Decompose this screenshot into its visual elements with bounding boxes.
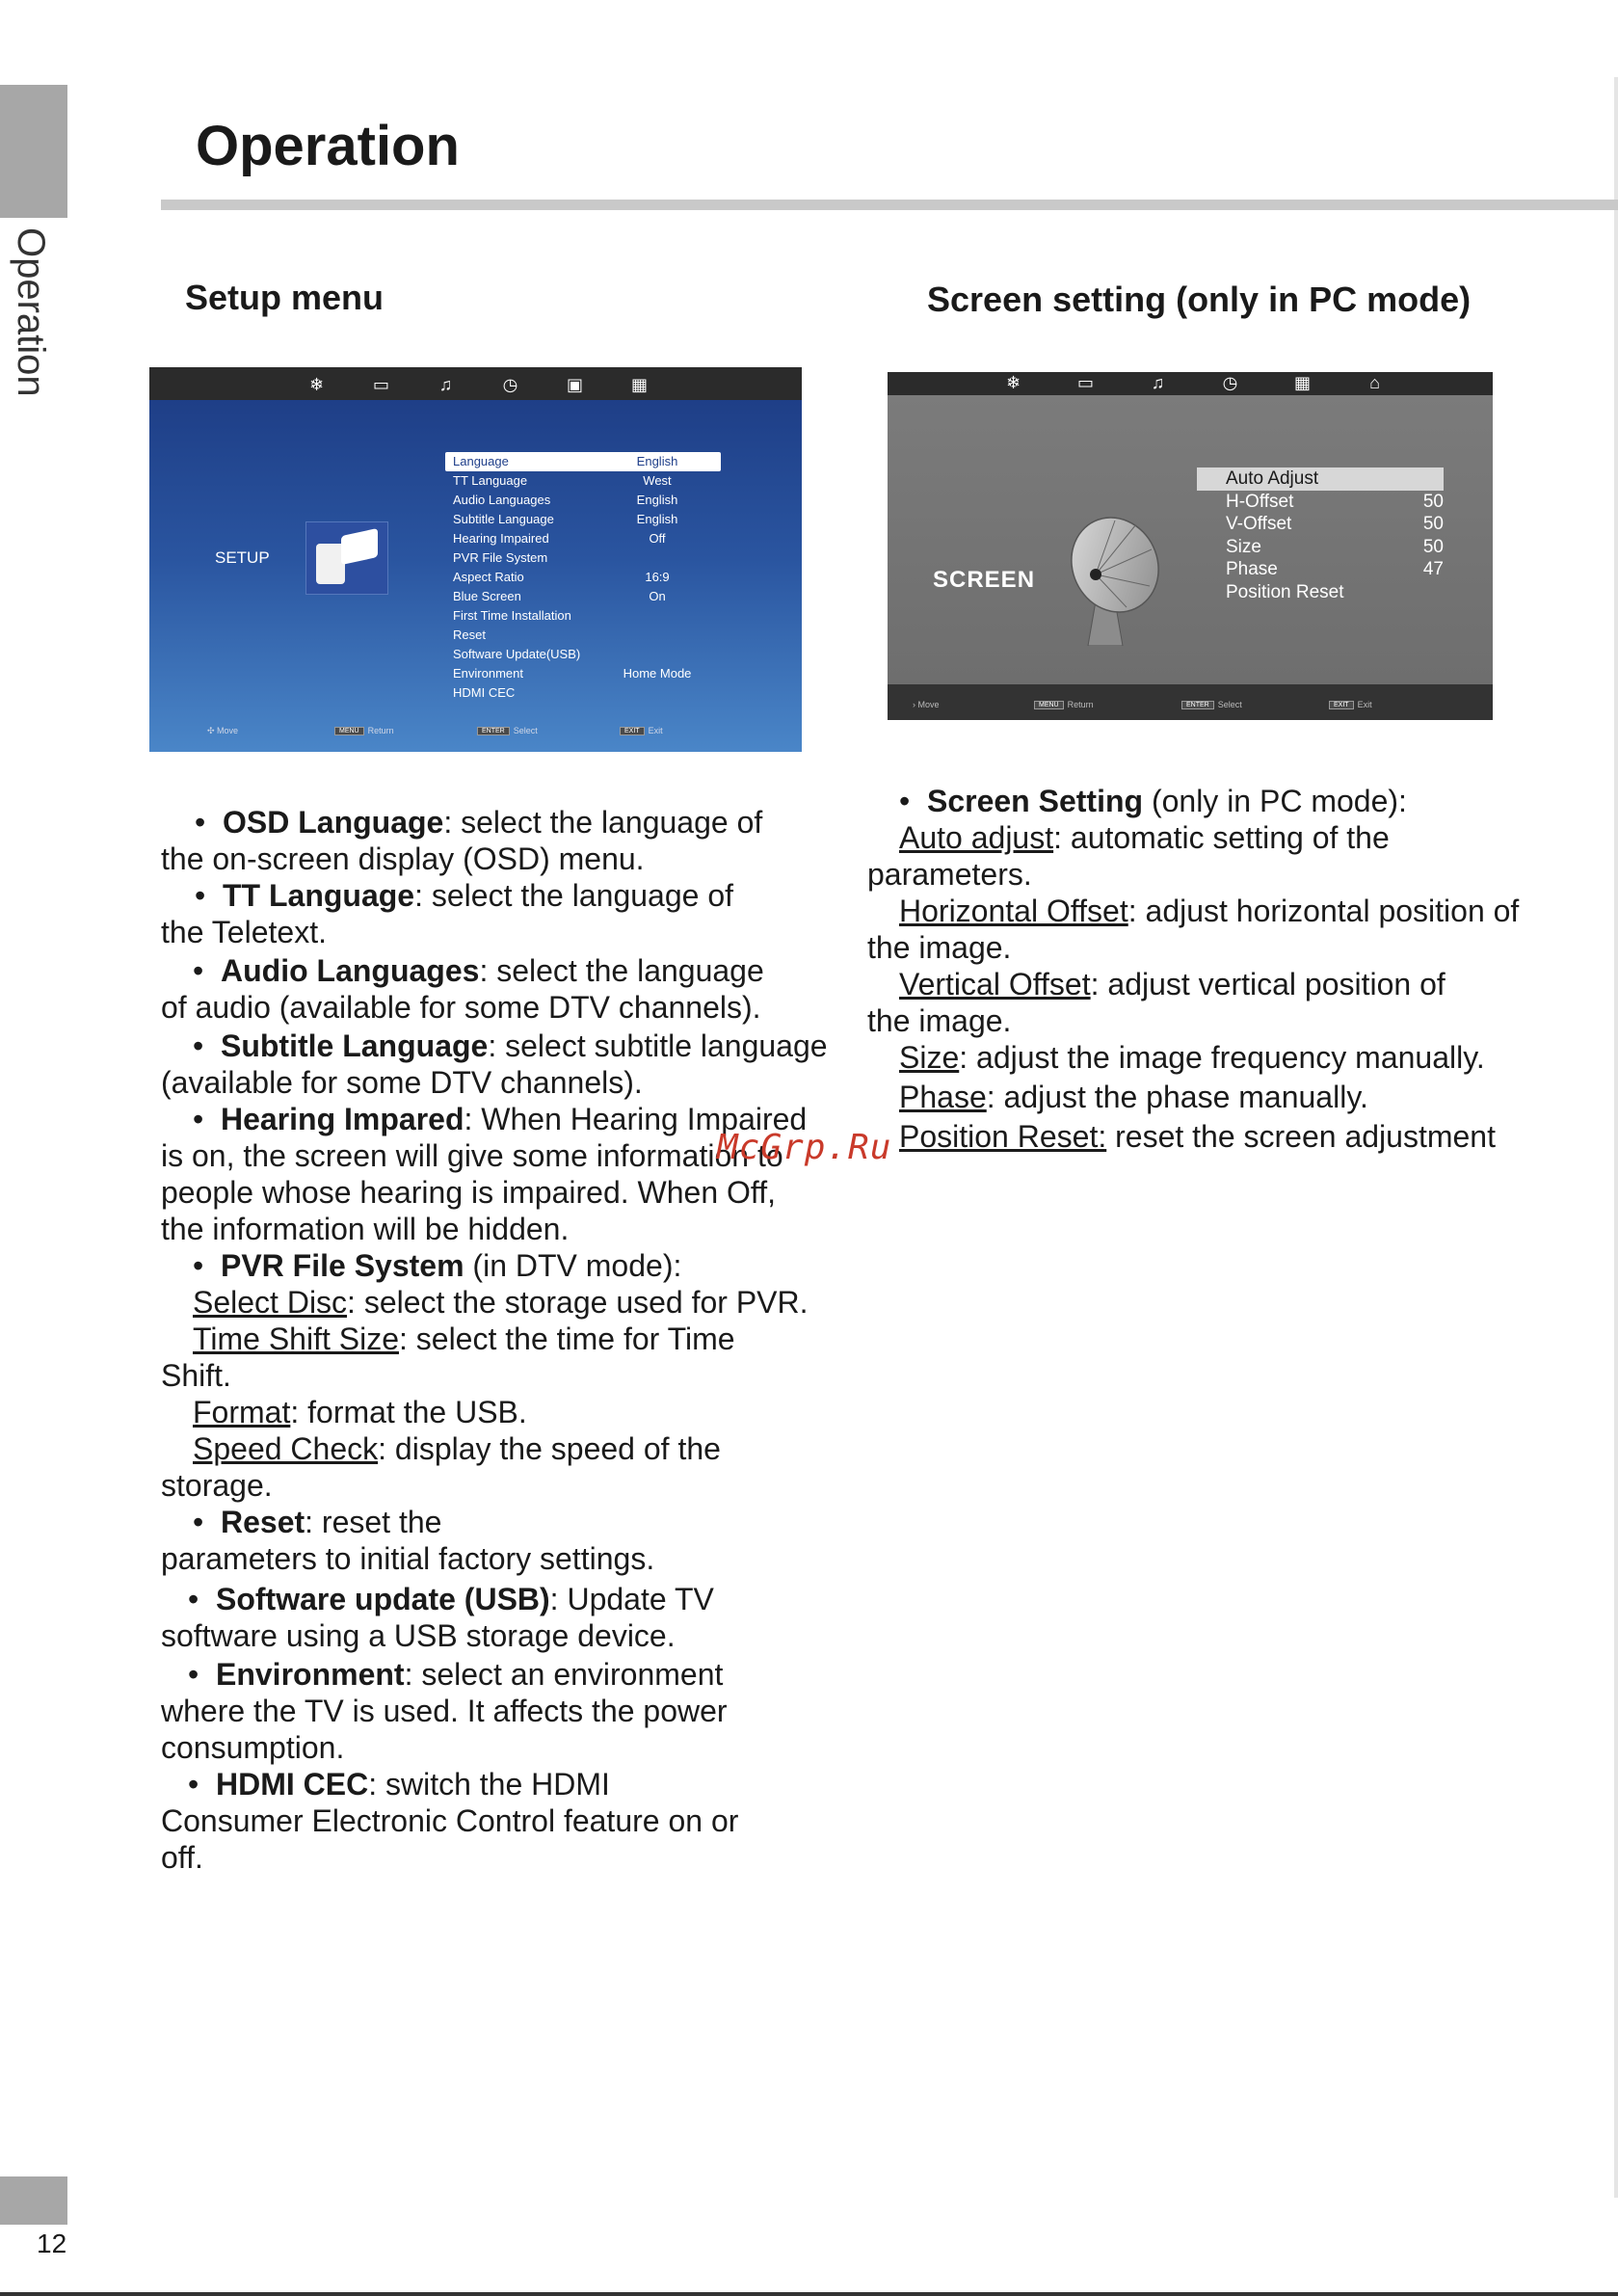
hearing-impaired-desc-3: people whose hearing is impaired. When Off, — [161, 1175, 776, 1210]
hdmi-cec-desc-2: Consumer Electronic Control feature on or — [161, 1803, 739, 1838]
picture-icon[interactable]: ❄ — [1005, 373, 1021, 392]
environment-desc: • Environment: select an environment — [188, 1657, 724, 1692]
picture-icon[interactable]: ❄ — [308, 375, 325, 394]
auto-adjust-desc: Auto adjust: automatic setting of the — [899, 820, 1390, 855]
screen-icon-row — [977, 373, 1411, 393]
page-edge — [1614, 77, 1618, 2198]
setup-nav-bar — [149, 726, 802, 747]
setup-side-label: SETUP — [215, 548, 270, 567]
size-desc: Size: adjust the image frequency manually. — [899, 1040, 1485, 1075]
audio-languages-desc: • Audio Languages: select the language — [193, 953, 764, 988]
hearing-impaired-desc-4: the information will be hidden. — [161, 1212, 570, 1246]
page-number: 12 — [37, 2229, 67, 2258]
position-reset-desc: Position Reset: reset the screen adjustment — [899, 1119, 1496, 1154]
music-icon[interactable]: ♫ — [1151, 373, 1165, 392]
format-desc: Format: format the USB. — [193, 1395, 527, 1429]
music-icon[interactable]: ♫ — [438, 375, 453, 394]
footer-tab — [0, 2176, 67, 2225]
monitor-icon[interactable]: ▭ — [1076, 373, 1094, 392]
horizontal-offset-desc-2: the image. — [867, 930, 1012, 965]
setup-menu-list — [445, 452, 721, 703]
reset-desc: • Reset: reset the — [193, 1505, 442, 1539]
screen-setting-descriptions — [867, 783, 1542, 1155]
screen-item-phase[interactable]: Phase 47 — [1226, 559, 1444, 579]
clock-icon[interactable]: ◷ — [1222, 373, 1238, 392]
setup-item-tt-language[interactable]: TT Language West — [453, 473, 672, 488]
watermark: McGrp.Ru — [717, 1128, 892, 1167]
osd-language-desc-2: the on-screen display (OSD) menu. — [161, 841, 645, 876]
setup-item-reset[interactable]: Reset — [453, 627, 486, 642]
setup-descriptions — [161, 804, 836, 1876]
setup-item-audio-languages[interactable]: Audio Languages English — [453, 493, 678, 507]
side-tab — [0, 85, 67, 218]
time-shift-desc-2: Shift. — [161, 1358, 231, 1393]
screen-inner — [888, 395, 1493, 684]
hearing-impaired-desc: • Hearing Impared: When Hearing Impaired — [193, 1102, 808, 1136]
hearing-impaired-desc-2: is on, the screen will give some information to — [161, 1138, 783, 1173]
select-disc-desc: Select Disc: select the storage used for PVR. — [193, 1285, 809, 1320]
setup-item-hdmi-cec[interactable]: HDMI CEC — [453, 685, 516, 700]
audio-languages-desc-2: of audio (available for some DTV channels). — [161, 990, 761, 1025]
setup-item-aspect-ratio[interactable]: Aspect Ratio 16:9 — [453, 570, 670, 584]
page-title: Operation — [196, 115, 460, 177]
osd-language-desc: • OSD Language: select the language of — [195, 805, 763, 840]
screen-item-size[interactable]: Size 50 — [1226, 536, 1444, 557]
screen-item-auto-adjust[interactable]: Auto Adjust — [1197, 467, 1444, 491]
sidebar-label: Operation — [10, 227, 52, 397]
setup-menu-screen — [149, 367, 802, 752]
home-icon[interactable]: ⌂ — [1369, 373, 1380, 392]
screen-nav-return: MENU Return — [1034, 700, 1094, 709]
vertical-offset-desc: Vertical Offset: adjust vertical position of — [899, 967, 1446, 1001]
screen-item-v-offset[interactable]: V-Offset 50 — [1226, 514, 1444, 534]
software-update-desc-2: software using a USB storage device. — [161, 1618, 676, 1653]
setup-icon[interactable]: ▦ — [630, 375, 648, 394]
satellite-dish-icon — [1059, 511, 1165, 646]
setup-icon[interactable]: ▦ — [1293, 373, 1311, 392]
screen-side-label: SCREEN — [933, 567, 1036, 593]
setup-item-software-update[interactable]: Software Update(USB) — [453, 647, 581, 661]
setup-icon-row — [284, 375, 672, 395]
title-rule — [161, 200, 1618, 210]
setup-topbar — [149, 367, 802, 400]
pvr-file-system-desc: • PVR File System (in DTV mode): — [193, 1248, 682, 1283]
setup-nav-exit: EXIT Exit — [620, 726, 663, 735]
setup-item-subtitle-language[interactable]: Subtitle Language English — [453, 512, 678, 526]
screen-setting-list — [1197, 467, 1444, 603]
setup-item-environment[interactable]: Environment Home Mode — [453, 666, 692, 681]
screen-setting-title: Screen setting (only in PC mode) — [927, 280, 1472, 319]
setup-nav-move: ✣ Move — [207, 726, 239, 735]
screen-topbar — [888, 372, 1493, 395]
reset-desc-2: parameters to initial factory settings. — [161, 1541, 655, 1576]
setup-item-language[interactable]: Language English — [445, 452, 721, 471]
screen-nav-move: › Move — [913, 700, 940, 709]
speed-check-desc-2: storage. — [161, 1468, 273, 1503]
subtitle-language-desc: • Subtitle Language: select subtitle language — [193, 1028, 828, 1063]
setup-menu-title: Setup menu — [185, 278, 385, 317]
lock-icon[interactable]: ▣ — [566, 375, 583, 394]
screen-nav-bar — [888, 700, 1493, 719]
bottom-rule — [0, 2292, 1618, 2296]
setup-item-first-time-installation[interactable]: First Time Installation — [453, 608, 571, 623]
setup-item-pvr-file-system[interactable]: PVR File System — [453, 550, 548, 565]
screen-item-h-offset[interactable]: H-Offset 50 — [1226, 491, 1444, 512]
horizontal-offset-desc: Horizontal Offset: adjust horizontal position of — [899, 894, 1520, 928]
move-arrow-icon: › — [913, 700, 918, 709]
setup-logo-icon — [305, 521, 388, 595]
time-shift-desc: Time Shift Size: select the time for Time — [193, 1322, 735, 1356]
auto-adjust-desc-2: parameters. — [867, 857, 1032, 892]
phase-desc: Phase: adjust the phase manually. — [899, 1080, 1368, 1114]
setup-item-blue-screen[interactable]: Blue Screen On — [453, 589, 666, 603]
screen-setting-screen — [888, 372, 1493, 720]
vertical-offset-desc-2: the image. — [867, 1003, 1012, 1038]
tt-language-desc: • TT Language: select the language of — [195, 878, 733, 913]
tt-language-desc-2: the Teletext. — [161, 915, 327, 949]
setup-nav-return: MENU Return — [334, 726, 394, 735]
screen-item-position-reset[interactable]: Position Reset — [1226, 581, 1344, 602]
screen-nav-select: ENTER Select — [1181, 700, 1242, 709]
speed-check-desc: Speed Check: display the speed of the — [193, 1431, 721, 1466]
setup-nav-select: ENTER Select — [477, 726, 538, 735]
environment-desc-2: where the TV is used. It affects the power — [161, 1694, 728, 1728]
clock-icon[interactable]: ◷ — [502, 375, 518, 394]
monitor-icon[interactable]: ▭ — [372, 375, 389, 394]
hdmi-cec-desc-3: off. — [161, 1840, 203, 1875]
setup-item-hearing-impaired[interactable]: Hearing Impaired Off — [453, 531, 666, 546]
software-update-desc: • Software update (USB): Update TV — [188, 1582, 714, 1616]
environment-desc-3: consumption. — [161, 1730, 345, 1765]
hdmi-cec-desc: • HDMI CEC: switch the HDMI — [188, 1767, 610, 1802]
move-arrows-icon: ✣ — [207, 726, 218, 735]
subtitle-language-desc-2: (available for some DTV channels). — [161, 1065, 643, 1100]
screen-setting-desc: • Screen Setting (only in PC mode): — [899, 784, 1407, 818]
screen-nav-exit: EXIT Exit — [1329, 700, 1372, 709]
